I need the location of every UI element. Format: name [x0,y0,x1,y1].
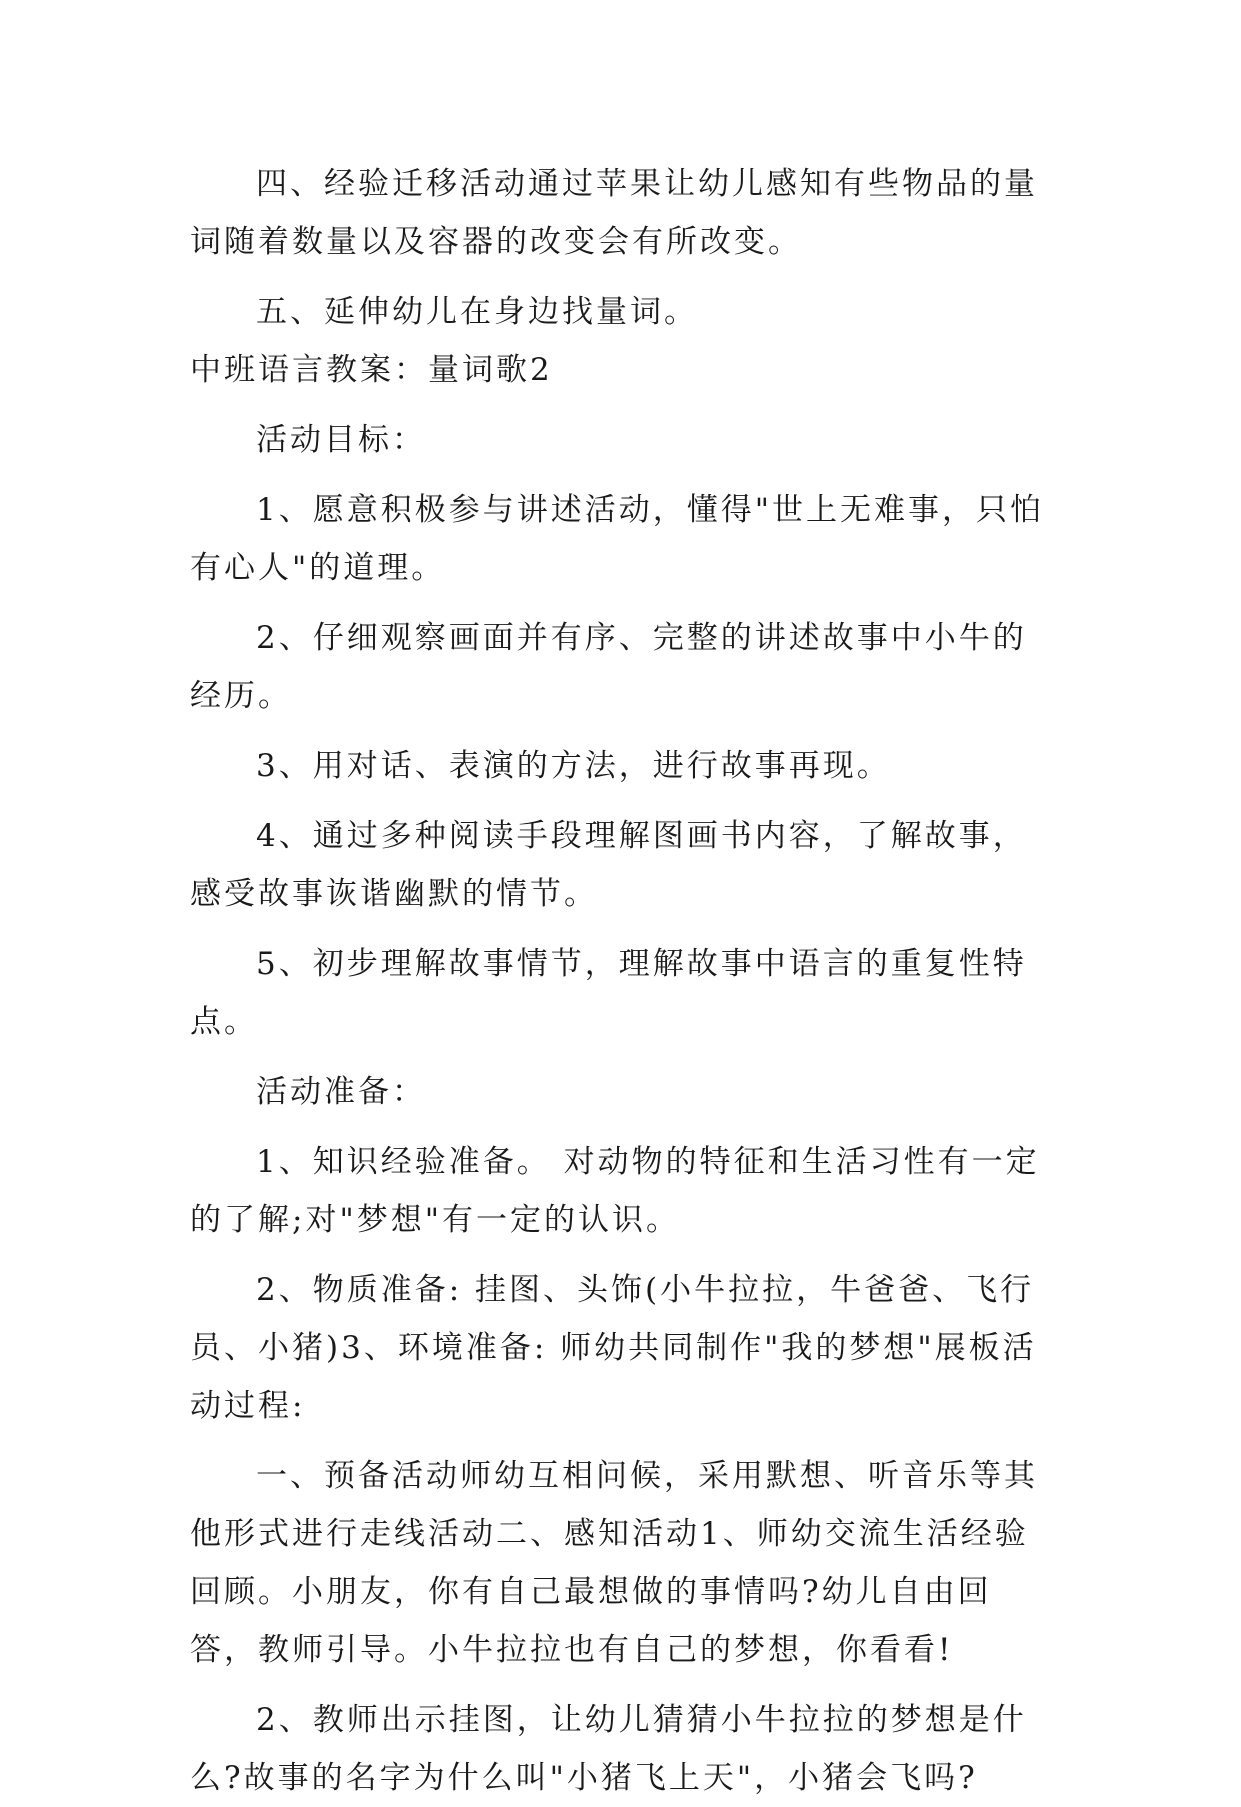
goal-item-5: 5、初步理解故事情节，理解故事中语言的重复性特点。 [190,946,1027,1040]
heading-activity-goals: 活动目标： [256,422,426,458]
paragraph-extension: 五、延伸幼儿在身边找量词。 [256,294,698,330]
goal-item-1: 1、愿意积极参与讲述活动，懂得"世上无难事，只怕有心人"的道理。 [190,492,1044,586]
goal-item-3: 3、用对话、表演的方法，进行故事再现。 [256,748,891,784]
process-step-2: 2、教师出示挂图，让幼儿猜猜小牛拉拉的梦想是什么?故事的名字为什么叫"小猪飞上天"，小猪会飞吗? [190,1702,1027,1796]
goal-item-4: 4、通过多种阅读手段理解图画书内容，了解故事，感受故事诙谐幽默的情节。 [190,818,1027,912]
document-body [190,155,1058,1807]
section-title: 中班语言教案：量词歌2 [190,352,553,388]
preparation-item-1: 1、知识经验准备。 对动物的特征和生活习性有一定的了解;对"梦想"有一定的认识。 [190,1144,1040,1238]
goal-item-2: 2、仔细观察画面并有序、完整的讲述故事中小牛的经历。 [190,620,1027,714]
preparation-item-2: 2、物质准备: 挂图、头饰(小牛拉拉，牛爸爸、飞行员、小猪)3、环境准备: 师幼共同制作"我的梦想"展板活动过程: [190,1272,1037,1424]
paragraph-experience-transfer: 四、经验迁移活动通过苹果让幼儿感知有些物品的量词随着数量以及容器的改变会有所改变。 [190,166,1038,260]
heading-activity-preparation: 活动准备： [256,1074,426,1110]
process-step-1: 一、预备活动师幼互相问候，采用默想、听音乐等其他形式进行走线活动二、感知活动1、师幼交流生活经验回顾。小朋友，你有自己最想做的事情吗?幼儿自由回答，教师引导。小牛拉拉也有自己的梦想，你看看! [190,1458,1038,1668]
